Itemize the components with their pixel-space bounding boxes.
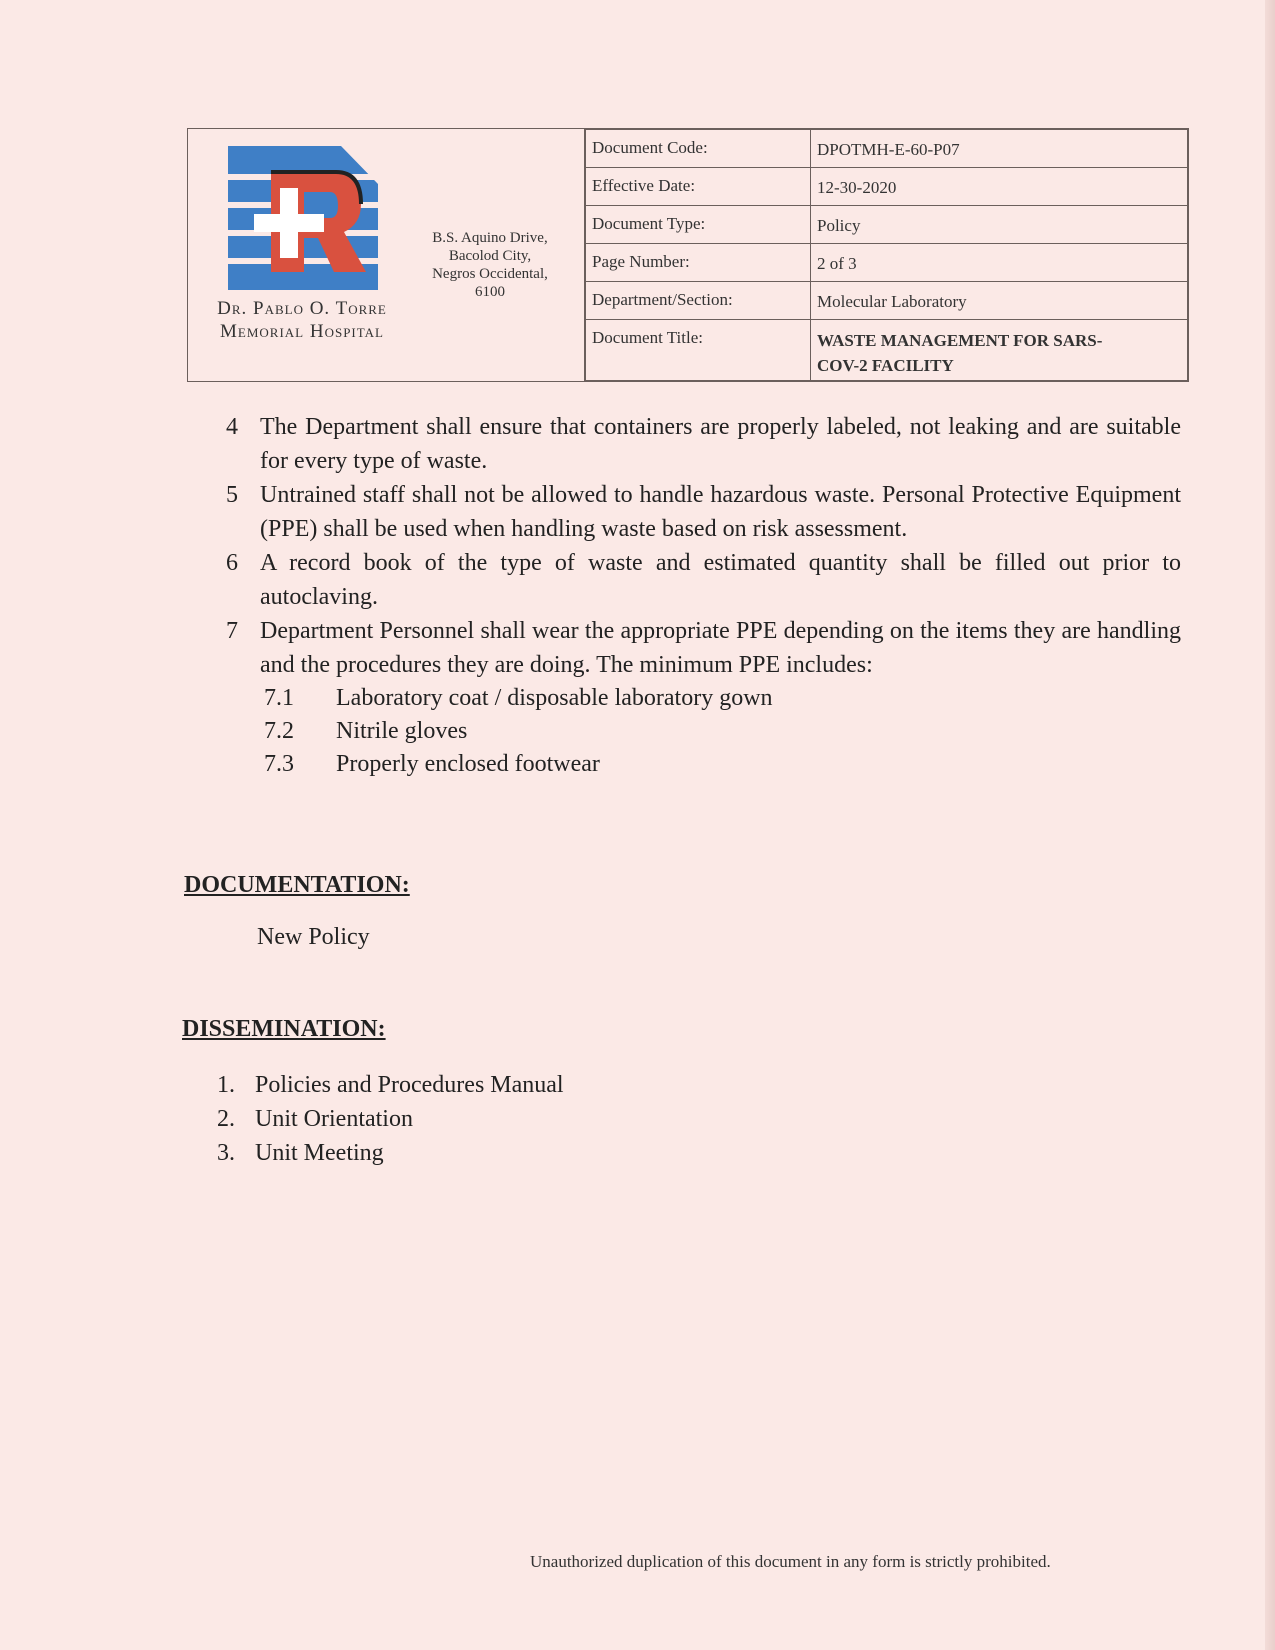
page-number: 2 of 3 — [811, 244, 1188, 282]
item-number: 6 — [226, 550, 238, 576]
item-text: The Department shall ensure that containers are properly labeled, not leaking and are suitable for every type of waste. — [260, 414, 1181, 474]
meta-label: Document Type: — [586, 206, 811, 244]
meta-label: Effective Date: — [586, 168, 811, 206]
document-title-line2: COV-2 FACILITY — [817, 356, 954, 376]
dissemination-number: 2. — [217, 1106, 235, 1132]
list-item — [264, 715, 1181, 748]
subitem-number: 7.3 — [264, 751, 294, 777]
meta-label: Document Title: — [586, 320, 811, 381]
meta-label: Document Code: — [586, 130, 811, 168]
hospital-name-line2: Memorial Hospital — [220, 321, 384, 342]
meta-row — [586, 282, 1188, 320]
list-item — [226, 546, 1181, 614]
footer-notice: Unauthorized duplication of this document in any form is strictly prohibited. — [530, 1552, 1051, 1571]
list-item — [217, 1136, 564, 1170]
item-number: 4 — [226, 414, 238, 440]
document-meta-table — [585, 129, 1188, 381]
documentation-heading: DOCUMENTATION: — [184, 872, 410, 898]
item-text: A record book of the type of waste and estimated quantity shall be filled out prior to autoclaving. — [260, 550, 1181, 610]
document-header — [187, 128, 1189, 382]
department-section: Molecular Laboratory — [811, 282, 1188, 320]
list-item — [217, 1068, 564, 1102]
list-item — [226, 478, 1181, 546]
address-line2: Bacolod City, — [448, 248, 532, 264]
item-number: 5 — [226, 482, 238, 508]
hospital-name — [196, 297, 408, 343]
hospital-address — [416, 229, 564, 301]
dissemination-number: 1. — [217, 1072, 235, 1098]
dissemination-text: Unit Meeting — [255, 1140, 384, 1166]
document-code: DPOTMH-E-60-P07 — [811, 130, 1188, 168]
subitem-text: Nitrile gloves — [336, 718, 468, 744]
logo-cell — [188, 129, 585, 381]
page-edge — [1265, 0, 1275, 1650]
document-title — [811, 320, 1188, 381]
policy-items — [226, 410, 1181, 781]
address-line3: Negros Occidental, — [432, 266, 548, 282]
effective-date: 12-30-2020 — [811, 168, 1188, 206]
meta-row — [586, 168, 1188, 206]
subitem-number: 7.1 — [264, 685, 294, 711]
ppe-subitems — [264, 682, 1181, 781]
address-line4: 6100 — [475, 284, 505, 300]
list-item — [226, 614, 1181, 682]
item-text: Untrained staff shall not be allowed to handle hazardous waste. Personal Protective Equipment (PPE) shall be used when handling waste based on risk assessment. — [260, 482, 1181, 542]
address-line1: B.S. Aquino Drive, — [432, 230, 548, 246]
documentation-text: New Policy — [257, 924, 370, 950]
meta-label: Page Number: — [586, 244, 811, 282]
subitem-number: 7.2 — [264, 718, 294, 744]
list-item — [264, 748, 1181, 781]
subitem-text: Laboratory coat / disposable laboratory gown — [336, 685, 773, 711]
meta-row — [586, 320, 1188, 381]
hospital-logo-icon — [226, 144, 386, 294]
document-title-line1: WASTE MANAGEMENT FOR SARS- — [817, 331, 1103, 351]
meta-label: Department/Section: — [586, 282, 811, 320]
item-number: 7 — [226, 618, 238, 644]
list-item — [226, 410, 1181, 478]
dissemination-text: Unit Orientation — [255, 1106, 413, 1132]
document-type: Policy — [811, 206, 1188, 244]
item-text: Department Personnel shall wear the appropriate PPE depending on the items they are handling and the procedures they are doing. The minimum PPE includes: — [260, 618, 1181, 678]
list-item — [264, 682, 1181, 715]
dissemination-text: Policies and Procedures Manual — [255, 1072, 564, 1098]
meta-row — [586, 130, 1188, 168]
meta-row — [586, 206, 1188, 244]
subitem-text: Properly enclosed footwear — [336, 751, 600, 777]
dissemination-heading: DISSEMINATION: — [182, 1016, 386, 1042]
meta-row — [586, 244, 1188, 282]
dissemination-list — [217, 1068, 564, 1170]
list-item — [217, 1102, 564, 1136]
hospital-name-line1: Dr. Pablo O. Torre — [217, 298, 387, 319]
dissemination-number: 3. — [217, 1140, 235, 1166]
